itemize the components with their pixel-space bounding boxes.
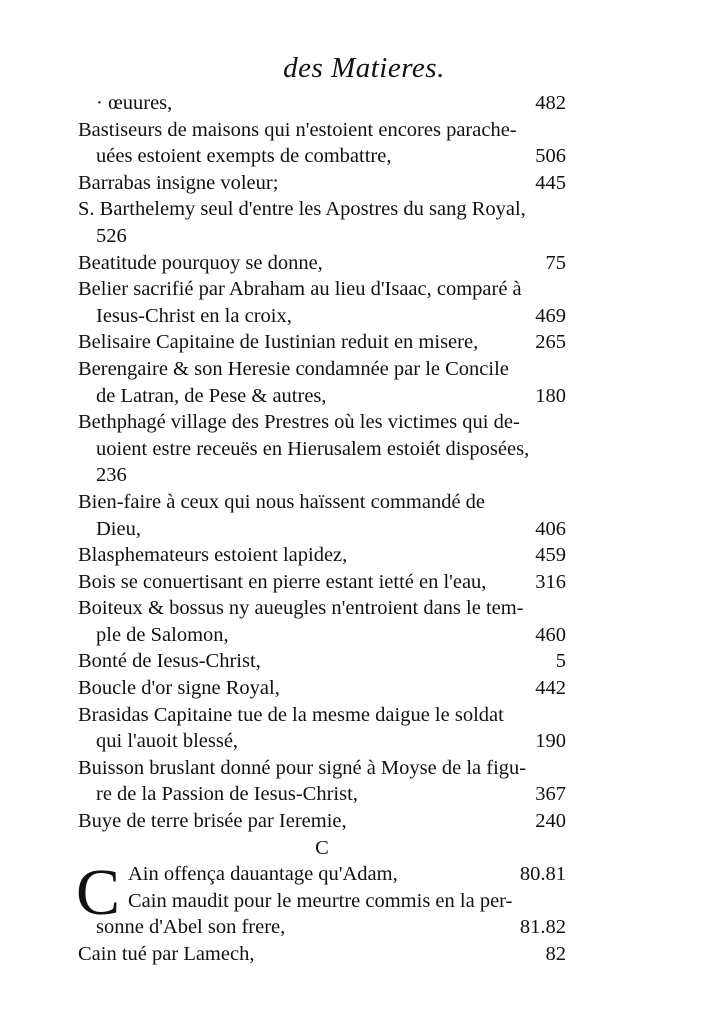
index-line (78, 702, 566, 729)
index-line (78, 117, 566, 144)
section-c-block (76, 856, 566, 967)
entry-text: de Latran, de Pese & autres, (96, 384, 327, 407)
index-line (78, 888, 566, 915)
entry-text: uoient estre receuës en Hierusalem estoiét disposées, (96, 437, 530, 460)
entry-text: Blasphemateurs estoient lapidez, (78, 544, 348, 567)
page-number: 240 (535, 810, 566, 833)
index-line (78, 755, 566, 782)
index-line (78, 276, 566, 303)
page-number: 445 (535, 171, 566, 194)
entry-text: Bien-faire à ceux qui nous haïssent commandé de (78, 490, 486, 513)
page-number: 180 (535, 384, 566, 407)
index-line (78, 808, 566, 835)
entry-text: Berengaire & son Heresie condamnée par le Concile (78, 357, 509, 380)
page-number: 459 (535, 544, 566, 567)
index-line (78, 489, 566, 516)
entry-text: Iesus-Christ en la croix, (96, 304, 292, 327)
index-line (78, 648, 566, 675)
index-line (78, 462, 566, 489)
index-line (78, 196, 566, 223)
index-line (78, 409, 566, 436)
entry-text: Cain tué par Lamech, (78, 943, 255, 965)
entry-text: uées estoient exempts de combattre, (96, 145, 392, 168)
index-line (78, 781, 566, 808)
entry-text: Bethphagé village des Prestres où les victimes qui de- (78, 411, 520, 434)
page-number: 82 (545, 943, 566, 965)
entry-text: Dieu, (96, 517, 141, 540)
entry-text: qui l'auoit blessé, (96, 730, 239, 753)
index-line (78, 356, 566, 383)
entry-text: Cain maudit pour le meurtre commis en la per- (128, 889, 513, 912)
entry-text: Belisaire Capitaine de Iustinian reduit en misere, (78, 331, 479, 354)
entry-text: Buisson bruslant donné pour signé à Moyse de la figu- (78, 756, 527, 779)
page-header: des Matieres. (283, 52, 445, 84)
index-line (78, 941, 566, 968)
index-line (78, 595, 566, 622)
index-line (78, 436, 566, 463)
section-letter: C (315, 836, 329, 859)
index-line (78, 250, 566, 277)
entry-text: Barrabas insigne voleur; (78, 171, 279, 194)
index-line (78, 143, 566, 170)
index-line (78, 383, 566, 410)
page-number: 482 (535, 92, 566, 114)
page-number: 81.82 (519, 916, 566, 939)
index-line (78, 329, 566, 356)
section-heading (78, 835, 566, 862)
entry-text: Beatitude pourquoy se donne, (78, 251, 323, 274)
entry-text: S. Barthelemy seul d'entre les Apostres du sang Royal, (78, 198, 526, 221)
page-number: 80.81 (519, 863, 566, 886)
entry-text: re de la Passion de Iesus-Christ, (96, 783, 358, 806)
index-line (78, 90, 566, 117)
index-line (78, 861, 566, 888)
entry-text: · œuures, (96, 92, 173, 114)
entry-text: Ain offença dauantage qu'Adam, (128, 863, 398, 886)
entry-text: Boiteux & bossus ny aueugles n'entroient dans le tem- (78, 597, 524, 620)
entry-text: Buye de terre brisée par Ieremie, (78, 810, 347, 833)
page-number: 469 (535, 304, 566, 327)
index-line (78, 914, 566, 941)
index-line (78, 303, 566, 330)
entry-text: Brasidas Capitaine tue de la mesme daigue le soldat (78, 703, 504, 726)
entry-text: Bois se conuertisant en pierre estant ietté en l'eau, (78, 570, 487, 593)
index-line (78, 675, 566, 702)
index-line (78, 622, 566, 649)
entry-text: Bastiseurs de maisons qui n'estoient encores parache- (78, 118, 517, 141)
entry-text: sonne d'Abel son frere, (96, 916, 286, 939)
index-line (78, 516, 566, 543)
entry-text: 526 (96, 224, 127, 247)
index-line (78, 170, 566, 197)
page-number: 506 (535, 145, 566, 168)
entry-text: ple de Salomon, (96, 623, 229, 646)
page-number: 442 (535, 677, 566, 700)
entry-text: Belier sacrifié par Abraham au lieu d'Isaac, comparé à (78, 278, 522, 301)
index-line (78, 569, 566, 596)
entry-text: Bonté de Iesus-Christ, (78, 650, 261, 673)
index-line (78, 542, 566, 569)
entry-text: Boucle d'or signe Royal, (78, 677, 280, 700)
page-number: 265 (535, 331, 566, 354)
page-number: 406 (535, 517, 566, 540)
page-number: 316 (535, 570, 566, 593)
index-line (78, 728, 566, 755)
page-number: 367 (535, 783, 566, 806)
page-number: 75 (545, 251, 566, 274)
entry-text: 236 (96, 464, 127, 487)
index-line (78, 223, 566, 250)
page-number: 5 (555, 650, 566, 673)
index-entries (78, 90, 566, 968)
drop-cap: C (76, 856, 121, 930)
page-number: 460 (535, 623, 566, 646)
page-number: 190 (535, 730, 566, 753)
